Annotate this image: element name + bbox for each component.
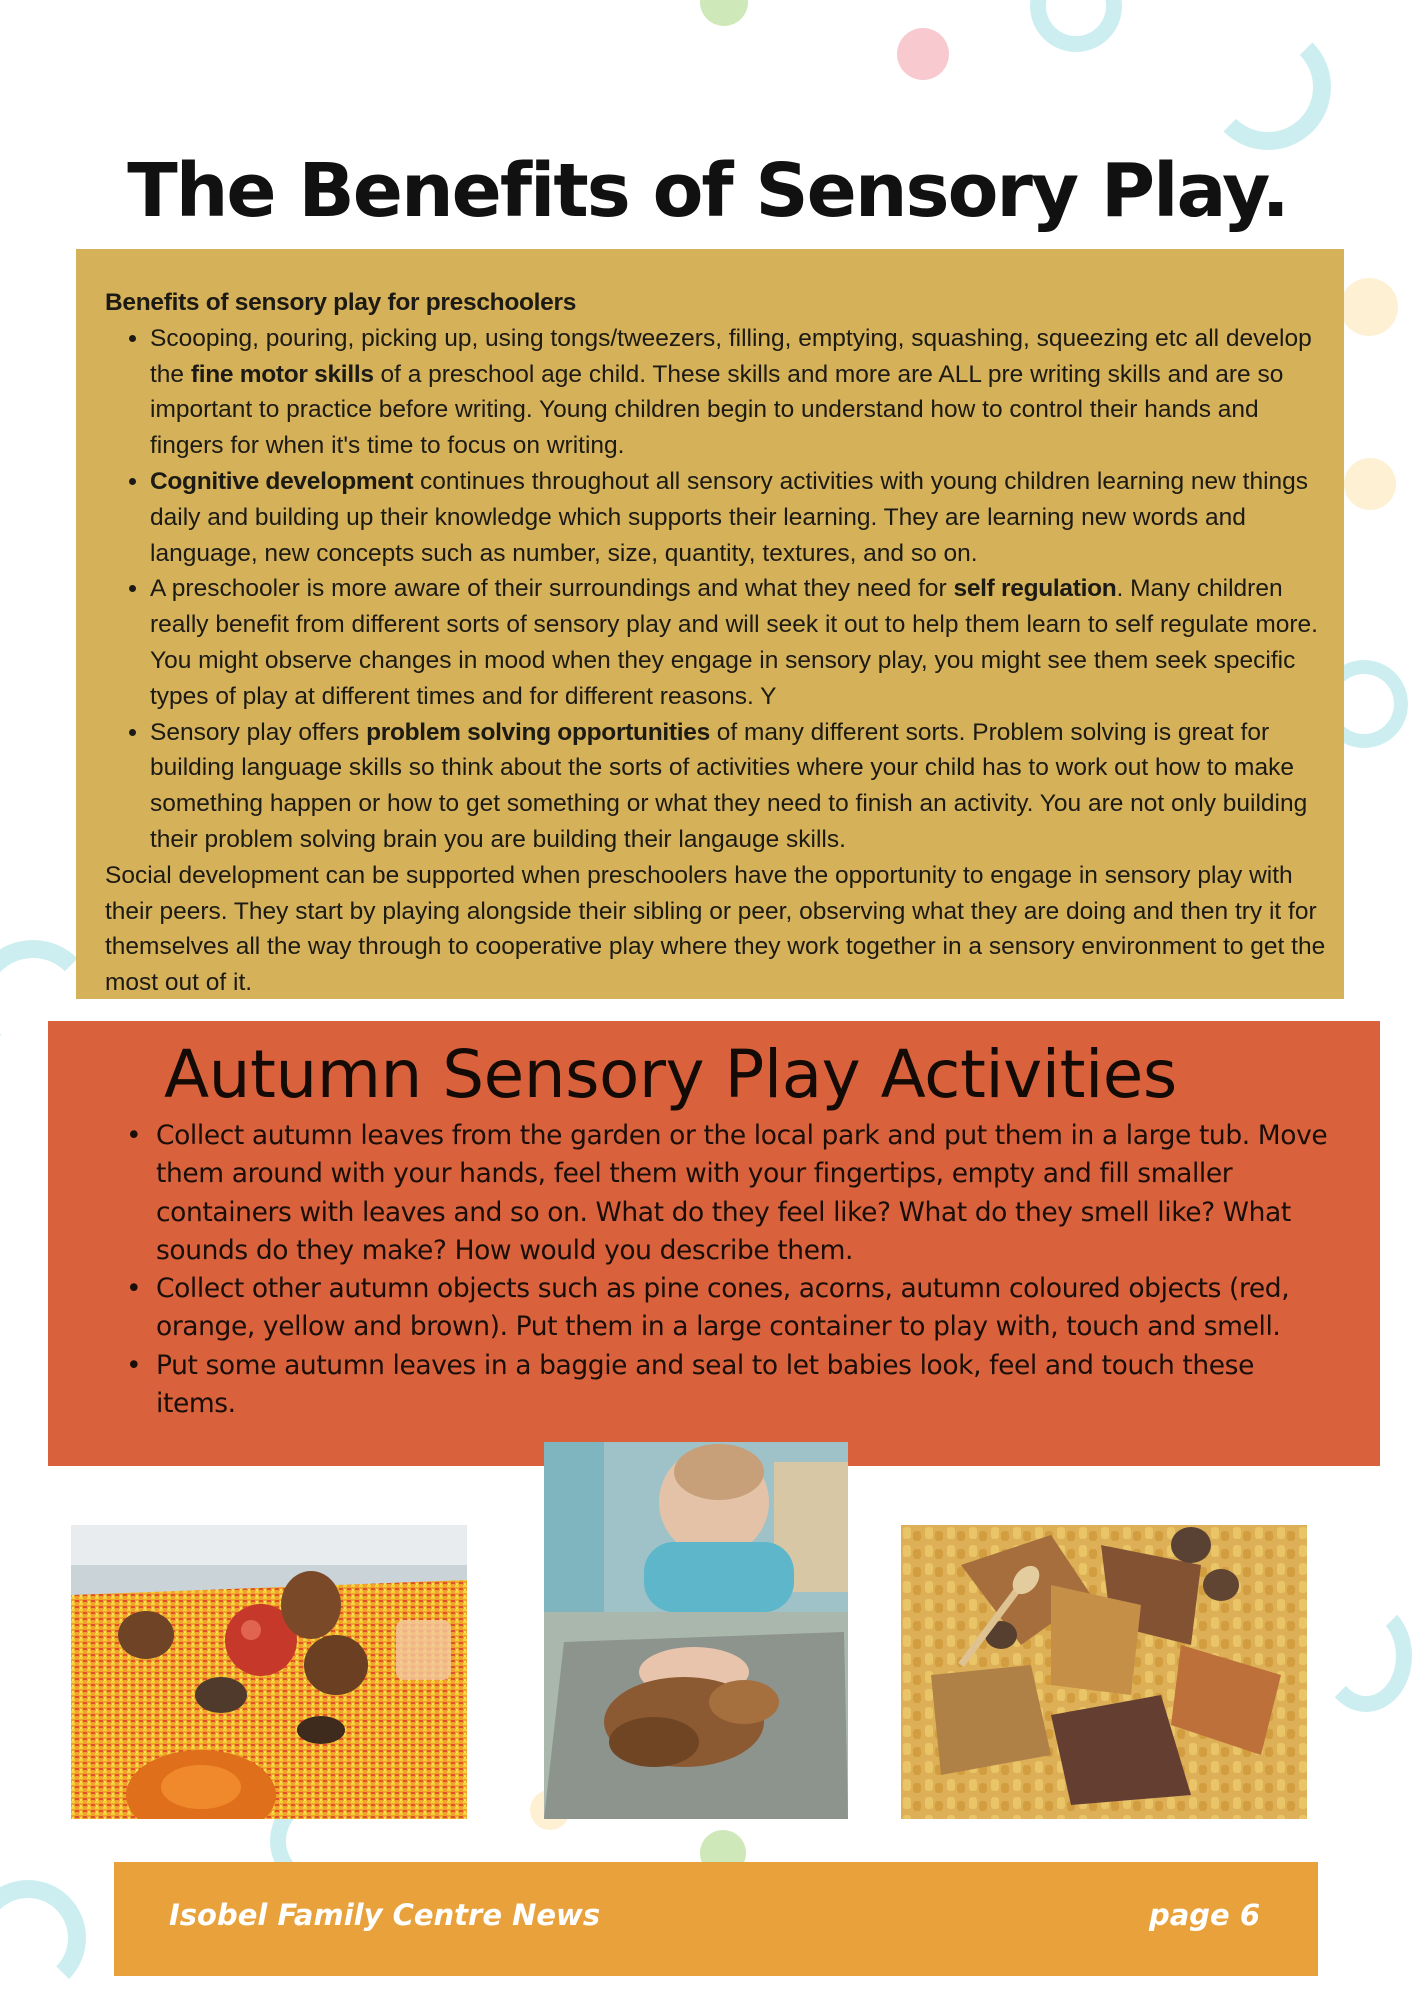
- autumn-item-objects: • Collect other autumn objects such as pine cones, acorns, autumn coloured objects (red, orange, yellow and brown). Put them in a large container to play with, touch and smell.: [126, 1273, 1290, 1343]
- autumn-panel: [48, 1021, 1380, 1466]
- autumn-item-baggie: • Put some autumn leaves in a baggie and seal to let babies look, feel and touch these items.: [126, 1349, 1254, 1420]
- decor-arc-top: [1030, 0, 1122, 52]
- decor-dot-pink: [897, 28, 949, 80]
- decor-arc-top-right: [1205, 24, 1331, 150]
- benefits-item-self-regulation: • A preschooler is more aware of their surroundings and what they need for self regulation. Many children really benefit from different sorts of sensory play and will seek it out to help them learn to self regulate more. You might observe changes in mood when they engage in sensory play, you might see them seek specific types of play at different times and for different reasons. Y: [150, 571, 1328, 714]
- decor-arc-right-low: [1320, 1600, 1412, 1712]
- benefits-list: [105, 321, 1328, 858]
- page-title: The Benefits of Sensory Play.: [127, 148, 1288, 234]
- benefits-heading: Benefits of sensory play for preschoolers: [105, 289, 577, 316]
- decor-dot-cream-2: [1344, 458, 1396, 510]
- benefits-panel: [76, 249, 1344, 999]
- autumn-item-leaves: • Collect autumn leaves from the garden or the local park and put them in a large tub. Move them around with your hands, feel them with your fingertips, empty and fill smaller containers with leaves and so on. What do they feel like? What do they smell like? What sounds do they make? How would you describe them.: [126, 1120, 1328, 1266]
- decor-dot-green: [700, 0, 748, 26]
- footer-page-number: page 6: [1148, 1898, 1260, 1932]
- benefits-item-problem-solving: • Sensory play offers problem solving opportunities of many different sorts. Problem solving is great for building language skills so think about the sorts of activities where your child has to work out how to make something happen or how to get something or what they need to finish an activity. You are not only building their problem solving brain you are building their langauge skills.: [150, 715, 1328, 858]
- autumn-list: [106, 1117, 1340, 1423]
- photo-baby-sensory-bag: [544, 1442, 848, 1819]
- benefits-item-cognitive: • Cognitive development continues throughout all sensory activities with young children learning new things daily and building up their knowledge which supports their learning. They are learning new words and language, new concepts such as number, size, quantity, textures, and so on.: [150, 464, 1328, 571]
- footer-banner: [114, 1862, 1318, 1976]
- benefits-closing-paragraph: Social development can be supported when preschoolers have the opportunity to engage in sensory play with their peers. They start by playing alongside their sibling or peer, observing what they are doing and then try it for themselves all the way through to cooperative play where they work together in a sensory environment to get the most out of it.: [105, 861, 1326, 997]
- footer-newsletter-name: Isobel Family Centre News: [169, 1898, 601, 1932]
- autumn-title: Autumn Sensory Play Activities: [164, 1036, 1177, 1113]
- decor-dot-cream-1: [1340, 278, 1398, 336]
- decor-arc-left-low: [0, 1880, 86, 1996]
- photo-leaves-pasta: [901, 1525, 1307, 1819]
- photo-rice-tub: [71, 1525, 467, 1819]
- benefits-item-fine-motor: • Scooping, pouring, picking up, using tongs/tweezers, filling, emptying, squashing, squeezing etc all develop the fine motor skills of a preschool age child. These skills and more are ALL pre writing skills and are so important to practice before writing. Young children begin to understand how to control their hands and fingers for when it's time to focus on writing.: [150, 321, 1328, 464]
